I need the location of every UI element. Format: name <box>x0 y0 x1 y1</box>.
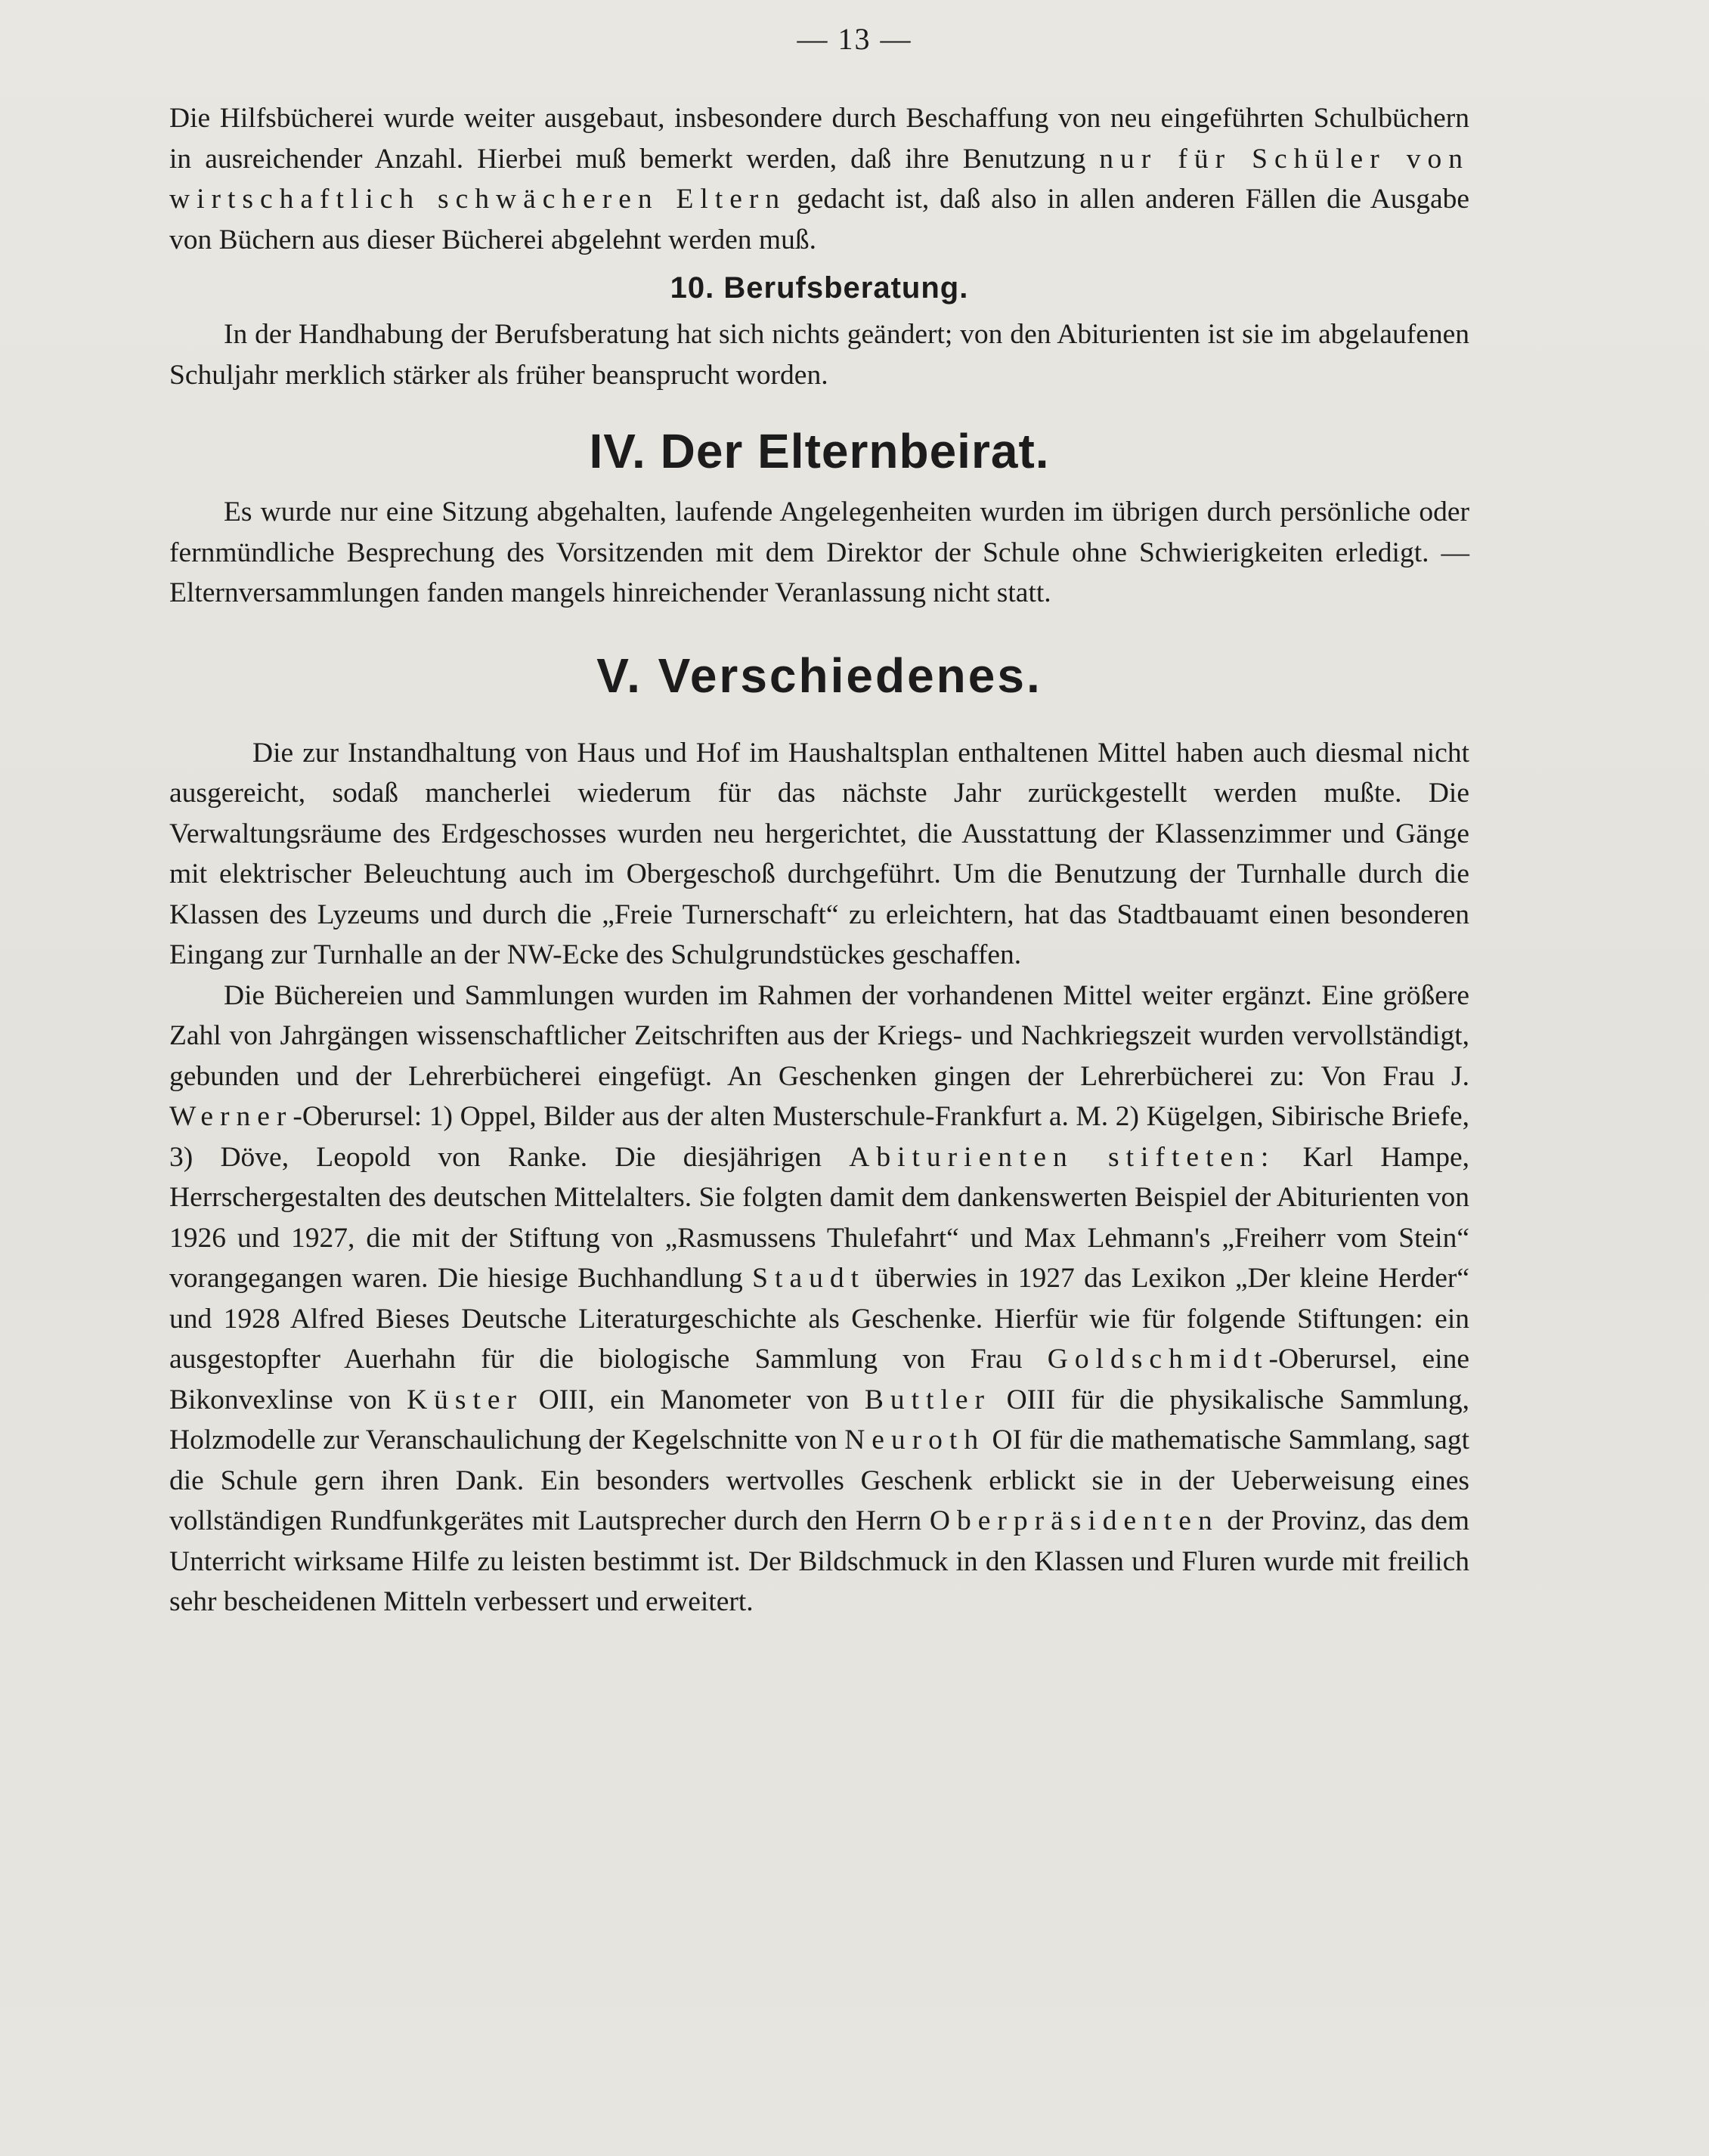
text-column <box>169 98 1469 1622</box>
emphasis-spaced: Küster <box>407 1384 524 1415</box>
chapter-heading-elternbeirat: IV. Der Elternbeirat. <box>589 424 1050 478</box>
emphasis-spaced: Abiturienten stifteten: <box>849 1141 1276 1173</box>
paragraph-instandhaltung: Die zur Instandhaltung von Haus und Hof im Haushaltsplan enthaltenen Mittel haben auch diesmal nicht ausgereicht, sodaß mancherlei wiederum für das nächste Jahr zurückgestellt werden mußte. Die Verwaltungsräume des Erdgeschosses wurden neu hergerichtet, die Ausstattung der Klassenzimmer und Gänge mit elektrischer Beleuchtung auch im Obergeschoß durchgeführt. Um die Benutzung der Turnhalle durch die Klassen des Lyzeums und durch die „Freie Turnerschaft“ zu erleichtern, hat das Stadtbauamt einen besonderen Eingang zur Turnhalle an der NW-Ecke des Schulgrundstückes geschaffen. <box>169 737 1469 970</box>
paragraph-berufsberatung: In der Handhabung der Berufsberatung hat sich nichts geändert; von den Abiturienten ist sie im abgelaufenen Schuljahr merklich stärker als früher beansprucht worden. <box>169 319 1469 391</box>
emphasis-spaced: Werner <box>169 1101 293 1132</box>
emphasis-spaced: Oberpräsidenten <box>929 1505 1219 1536</box>
emphasis-spaced: Buttler <box>864 1384 991 1415</box>
paragraph-hilfsbuecherei: Die Hilfsbücherei wurde weiter ausgebaut, insbesondere durch Beschaffung von neu eingeführten Schulbüchern in ausreichender Anzahl. Hierbei muß bemerkt werden, daß ihre Benutzung nur für Schüler von wirtschaftlich schwächeren Eltern gedacht ist, daß also in allen anderen Fällen die Ausgabe von Büchern aus dieser Bücherei abgelehnt werden muß. <box>169 103 1469 255</box>
paragraph-elternbeirat: Es wurde nur eine Sitzung abgehalten, laufende Angelegenheiten wurden im übrigen durch persönliche oder fernmündliche Besprechung des Vorsitzenden mit dem Direktor der Schule ohne Schwierigkeiten erledigt. — Elternversammlungen fanden mangels hinreichender Veranlassung nicht statt. <box>169 496 1469 608</box>
emphasis-spaced: Neuroth <box>844 1424 986 1455</box>
chapter-heading-verschiedenes: V. Verschiedenes. <box>596 648 1042 703</box>
emphasis-spaced: nur für Schüler von wirtschaftlich schwächeren Eltern <box>169 143 1469 215</box>
page-number: — 13 — <box>797 22 912 56</box>
section-heading-berufsberatung: 10. Berufsberatung. <box>670 271 969 305</box>
emphasis-spaced: Goldschmidt <box>1047 1344 1269 1375</box>
paragraph-buechereien: Die Büchereien und Sammlungen wurden im Rahmen der vorhandenen Mittel weiter ergänzt. Eine größere Zahl von Jahrgängen wissenschaftlicher Zeitschriften aus der Kriegs- und Nachkriegszeit wurden vervollständigt, gebunden und der Lehrerbücherei eingefügt. An Geschenken gingen der Lehrerbücherei zu: Von Frau J. Werner-Oberursel: 1) Oppel, Bilder aus der alten Musterschule-Frankfurt a. M. 2) Kügelgen, Sibirische Briefe, 3) Döve, Leopold von Ranke. Die diesjährigen Abiturienten stifteten: Karl Hampe, Herrschergestalten des deutschen Mittelalters. Sie folgten damit dem dankenswerten Beispiel der Abiturienten von 1926 und 1927, die mit der Stiftung von „Rasmussens Thulefahrt“ und Max Lehmann's „Freiherr vom Stein“ vorangegangen waren. Die hiesige Buchhandlung Staudt überwies in 1927 das Lexikon „Der kleine Herder“ und 1928 Alfred Bieses Deutsche Literaturgeschichte als Geschenke. Hierfür wie für folgende Stiftungen: ein ausgestopfter Auerhahn für die biologische Sammlung von Frau Goldschmidt-Oberursel, eine Bikonvexlinse von Küster OIII, ein Manometer von Buttler OIII für die physikalische Sammlung, Holzmodelle zur Veranschaulichung der Kegelschnitte von Neuroth OI für die mathematische Sammlang, sagt die Schule gern ihren Dank. Ein besonders wertvolles Geschenk erblickt sie in der Ueberweisung eines vollständigen Rundfunkgerätes mit Lautsprecher durch den Herrn Oberpräsidenten der Provinz, das dem Unterricht wirksame Hilfe zu leisten bestimmt ist. Der Bildschmuck in den Klassen und Fluren wurde mit freilich sehr bescheidenen Mitteln verbessert und erweitert. <box>169 979 1470 1617</box>
emphasis-spaced: Staudt <box>752 1263 866 1294</box>
